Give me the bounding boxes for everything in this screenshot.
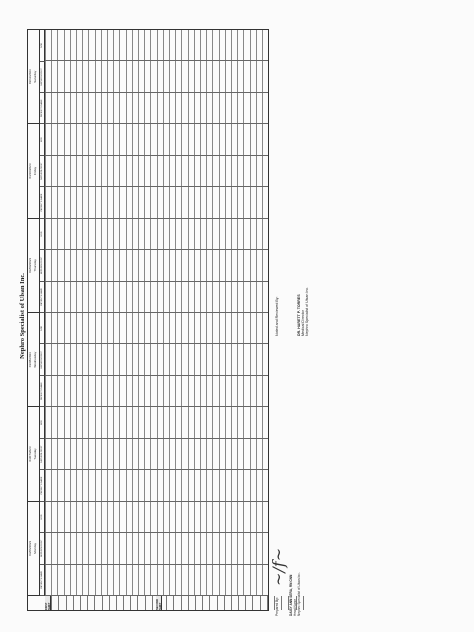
row-line [51, 30, 52, 596]
day-name: Thursday [33, 259, 37, 272]
column-subheader: PATIENT'S NAME [40, 376, 45, 407]
day-name: Friday [33, 166, 37, 176]
row-slot [88, 596, 95, 610]
row-line [101, 30, 102, 596]
column-line [45, 343, 268, 344]
row-line [262, 30, 263, 596]
column-line [45, 249, 268, 250]
column-subheader: NEPHROLOGIST [40, 62, 45, 93]
day-name: Saturday [33, 70, 37, 83]
column-line [45, 281, 268, 282]
row-slot [261, 596, 268, 610]
row-line [88, 30, 89, 596]
day-header [28, 124, 40, 218]
row-slot [253, 596, 260, 610]
column-line [45, 375, 268, 376]
preparer-name: DAISY ANN SERA, RN CNN [289, 574, 293, 616]
director-role: Medical Director [301, 310, 305, 336]
column-line [45, 155, 268, 156]
column-subheader: NEPHROLOGIST [40, 439, 45, 470]
column-subheader: PATIENT'S NAME [40, 282, 45, 313]
row-slot [174, 596, 181, 610]
column-subheader: NOD [40, 313, 45, 344]
row-line [82, 30, 83, 596]
noted-by-block [275, 136, 309, 336]
schedule-grid [45, 30, 268, 596]
row-line [181, 30, 182, 596]
row-slot [103, 596, 110, 610]
column-subheader: PATIENT'S NAME [40, 565, 45, 596]
column-line [45, 186, 268, 187]
first-shift-label: FIRST SHIFT [45, 596, 51, 610]
row-line [225, 30, 226, 596]
row-line [175, 30, 176, 596]
day-headers [28, 30, 40, 596]
column-subheader: NOD [40, 407, 45, 438]
row-slot [81, 596, 88, 610]
day-date: 03/11/2023 [28, 69, 32, 85]
day-date: 03/07/2023 [28, 446, 32, 462]
row-line [144, 30, 145, 596]
row-line [256, 30, 257, 596]
column-line [45, 218, 268, 219]
day-name: Tuesday [33, 448, 37, 460]
day-header [28, 30, 40, 124]
row-line [231, 30, 232, 596]
row-line [163, 30, 164, 596]
row-line [157, 30, 158, 596]
preparer-role: Head Nurse [293, 598, 297, 616]
second-shift-label: SECOND SHIFT [156, 596, 162, 610]
row-line [194, 30, 195, 596]
row-slot [218, 596, 225, 610]
day-header [28, 219, 40, 313]
row-line [188, 30, 189, 596]
column-line [45, 532, 268, 533]
row-line [212, 30, 213, 596]
row-line [206, 30, 207, 596]
column-subheader: PATIENT'S NAME [40, 187, 45, 218]
row-slot [246, 596, 253, 610]
row-line [64, 30, 65, 596]
column-subheader: NOD [40, 124, 45, 155]
row-line [237, 30, 238, 596]
row-slot [167, 596, 174, 610]
row-slot [203, 596, 210, 610]
row-slot [189, 596, 196, 610]
prepared-by-label: Prepared By: [275, 597, 279, 616]
row-line [70, 30, 71, 596]
row-line [95, 30, 96, 596]
document-title: Nephro Specialist of Ulsan Inc. [19, 273, 26, 359]
column-subheader: NEPHROLOGIST [40, 533, 45, 564]
column-subheader: NOD [40, 30, 45, 61]
row-line [219, 30, 220, 596]
signature: ~/f~ [269, 547, 288, 586]
column-line [45, 60, 268, 61]
row-line [169, 30, 170, 596]
column-line [45, 564, 268, 565]
row-slot [74, 596, 81, 610]
day-header [28, 502, 40, 596]
column-subheader: NEPHROLOGIST [40, 345, 45, 376]
column-subheader: PATIENT'S NAME [40, 93, 45, 124]
column-line [45, 123, 268, 124]
row-slot [182, 596, 189, 610]
column-subheader: NOD [40, 219, 45, 250]
preparer-org: Nephro Specialist of Ulsan Inc. [297, 572, 301, 616]
column-line [45, 469, 268, 470]
row-slot [210, 596, 217, 610]
prepared-by-block [269, 476, 301, 616]
row-slot [239, 596, 246, 610]
director-org: Nephro Specialist of Ulsan Inc. [305, 286, 309, 336]
rotated-schedule [13, 16, 459, 616]
row-line [250, 30, 251, 596]
column-subheader: NOD [40, 502, 45, 533]
row-line [132, 30, 133, 596]
row-slot [196, 596, 203, 610]
row-slot [138, 596, 145, 610]
row-line [119, 30, 120, 596]
column-subheader: NEPHROLOGIST [40, 250, 45, 281]
column-line [45, 312, 268, 313]
row-slot [67, 596, 74, 610]
row-slot [52, 596, 59, 610]
row-line [138, 30, 139, 596]
schedule-table [27, 29, 269, 611]
column-line [45, 438, 268, 439]
noted-by-label: Noted and Reviewed By: [275, 296, 279, 336]
row-slot [59, 596, 66, 610]
row-slot [124, 596, 131, 610]
day-date: 03/09/2023 [28, 257, 32, 273]
row-slot [232, 596, 239, 610]
day-name: Monday [33, 543, 37, 554]
day-date: 03/10/2023 [28, 163, 32, 179]
row-line [150, 30, 151, 596]
day-date: 03/06/2023 [28, 540, 32, 556]
row-slot [95, 596, 102, 610]
column-line [45, 92, 268, 93]
row-line [200, 30, 201, 596]
row-slot [117, 596, 124, 610]
row-line [76, 30, 77, 596]
row-line [126, 30, 127, 596]
column-line [45, 501, 268, 502]
row-slot [131, 596, 138, 610]
row-line [57, 30, 58, 596]
row-slot [268, 596, 275, 610]
row-line [243, 30, 244, 596]
row-slot [225, 596, 232, 610]
day-name: Wednesday [33, 351, 37, 368]
row-line [113, 30, 114, 596]
column-line [45, 406, 268, 407]
day-header [28, 407, 40, 501]
day-date: 03/08/2023 [28, 352, 32, 368]
row-line [107, 30, 108, 596]
director-name: DR. HARETT P. TORRES [297, 294, 301, 336]
row-slot [110, 596, 117, 610]
column-subheader: NEPHROLOGIST [40, 156, 45, 187]
column-subheader: PATIENT'S NAME [40, 470, 45, 501]
day-header [28, 313, 40, 407]
row-line [45, 30, 46, 596]
row-slot [146, 596, 153, 610]
